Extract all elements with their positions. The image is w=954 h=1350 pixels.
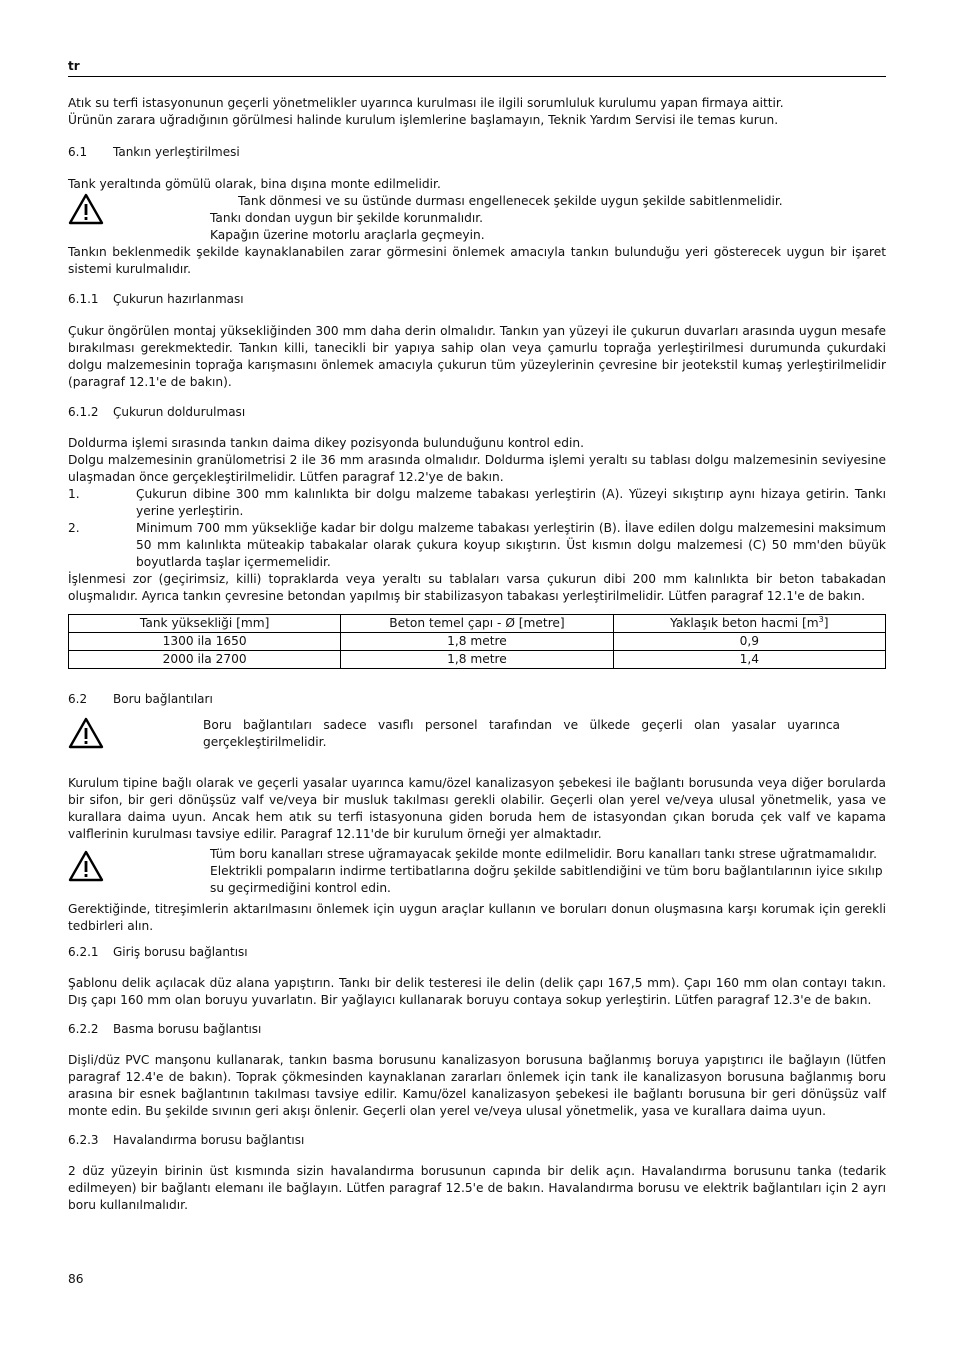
section-6-1-2-text-1: Doldurma işlemi sırasında tankın daima dikey pozisyonda bulunduğunu kontrol edin. xyxy=(68,436,584,450)
list-item: 2. Minimum 700 mm yüksekliğe kadar bir dolgu malzeme tabakası yerleştirin (B). İlave edilen dolgu malzemesini maksimum 50 mm kalınlıkta müteakip tabakalar olarak çukura koyup sıkıştırın. Üst kısmın dolgu malzemesi (C) 50 mm'den büyük boyutlarda taşlar içermemelidir. xyxy=(68,521,886,569)
warning-block-stress xyxy=(68,846,886,897)
warning-icon xyxy=(68,717,104,749)
section-heading-6-2: 6.2 Boru bağlantıları xyxy=(68,692,213,706)
table-header-cell: Tank yüksekliği [mm] xyxy=(69,615,341,633)
table-header-cell: Yaklaşık beton hacmi $[m^3]$ xyxy=(613,615,885,633)
concrete-table xyxy=(68,614,886,669)
list-item: 1. Çukurun dibine 300 mm kalınlıkta bir dolgu malzeme tabakası yerleştirin (A). Yüzeyi sıkıştırıp aynı hizaya getirin. Tankı yerine yerleştirin. xyxy=(68,487,886,518)
table-cell: 0,9 xyxy=(613,633,885,651)
intro-line-2: Ürünün zarara uğradığının görülmesi halinde kurulum işlemlerine başlamayın, Teknik Yardım Servisi ile temas kurun. xyxy=(68,113,779,127)
section-heading-6-2-1: 6.2.1 Giriş borusu bağlantısı xyxy=(68,945,248,959)
section-6-2-3-text: 2 düz yüzeyin birinin üst kısmında sizin havalandırma borusunun capında bir delik açın. Havalandırma borusunu tanka (tedarik edilmeyen) bir bağlantı elemanı ile bağlayın. Lütfen paragraf 12.5'e de bakın. Havalandırma borusu ve elektrik bağlantıları için 2 ayrı boru kullanılmalıdır. xyxy=(68,1164,886,1212)
table-header-cell: Beton temel çapı - Ø [metre] xyxy=(341,615,613,633)
section-heading-6-1-1: 6.1.1 Çukurun hazırlanması xyxy=(68,292,244,306)
warning-icon xyxy=(68,193,104,225)
warning-icon xyxy=(68,850,104,882)
table-row xyxy=(69,633,886,651)
warning-line: Boru bağlantıları sadece vasıflı personel tarafından ve ülkede geçerli olan yasalar uyarınca gerçekleştirilmelidir. xyxy=(203,718,840,749)
section-6-2-2-text: Dişli/düz PVC manşonu kullanarak, tankın basma borusunu kanalizasyon borusuna bağlanmış boruya yapıştırıcı ile bağlayın (lütfen paragraf 12.4'e de bakın). Toprak çökmesinden kaynaklanan zararları önlemek için tank ile kanalizasyon borusuna bağlanmış boru arasına bir esnek bağlantının takılması tavsiye edilir. Kamu/özel kanalizasyon şebekesi ile bağlantı borusuna bir geri dönüşsüz valf monte edin. Bu şekilde sıvının geri akışı önlenir. Geçerli olan yerel ve/veya ulusal yönetmelik, yasa ve kurallara daima uyun. xyxy=(68,1053,886,1118)
section-6-2-text-1: Kurulum tipine bağlı olarak ve geçerli yasalar uyarınca kamu/özel kanalizasyon şebekesi ile bağlantı borusunda veya diğer borularda bir sifon, bir geri dönüşsüz valf ve/veya bir musluk takılması gerekli olabilir. Geçerli olan yerel ve/veya ulusal yönetmelik, yasa ve kurallara daima uyun. Ancak hem atık su terfi istasyonuna giden boruda hem de istasyondan çıkan boruda çek valf ve kapama valflerinin kurulması tavsiye edilir. Paragraf 12.11'de bir kurulum örneği yer almaktadır. xyxy=(68,776,886,841)
section-heading-6-1-2: 6.1.2 Çukurun doldurulması xyxy=(68,405,246,419)
table-cell: 1300 ila 1650 xyxy=(69,633,341,651)
section-heading-6-2-2: 6.2.2 Basma borusu bağlantısı xyxy=(68,1022,262,1036)
section-6-1-text-1: Tank yeraltında gömülü olarak, bina dışına monte edilmelidir. xyxy=(68,177,441,191)
section-6-1-text-2: Tankın beklenmedik şekilde kaynaklanabilen zarar görmesini önlemek amacıyla tankın bulunduğu yeri gösterecek uygun bir işaret sistemi kurulmalıdır. xyxy=(68,245,886,276)
section-6-1-2-text-3: İşlenmesi zor (geçirimsiz, killi) topraklarda veya yeraltı su tablaları varsa çukurun dibi 200 mm kalınlıkta bir beton tabakadan oluşmalıdır. Ayrıca tankın çevresine betondan yapılmış bir stabilizasyon tabakası yerleştirilmelidir. Lütfen paragraf 12.1'e de bakın. xyxy=(68,572,886,603)
table-cell: 1,8 metre xyxy=(341,651,613,669)
warning-line: Tüm boru kanalları strese uğramayacak şekilde monte edilmelidir. Boru kanalları tankı strese uğratmamalıdır. xyxy=(210,847,877,861)
section-6-2-1-text: Şablonu delik açılacak düz alana yapıştırın. Tankı bir delik testeresi ile delin (delik çapı 167,5 mm). Çapı 160 mm olan contayı takın. Dış çapı 160 mm olan boruyu yuvarlatın. Bir yağlayıcı kullanarak boruyu contaya sokup yerleştirin. Lütfen paragraf 12.3'e de bakın. xyxy=(68,976,886,1007)
language-code: tr xyxy=(68,59,80,73)
numbered-list xyxy=(68,486,886,571)
warning-block-pipes xyxy=(68,717,886,751)
warning-line: Elektrikli pompaların indirme tertibatlarına doğru şekilde sabitlendiğini ve tüm boru bağlantılarının iyice sıkılıp su geçirmediğini kontrol edin. xyxy=(210,864,883,895)
table-cell: 2000 ila 2700 xyxy=(69,651,341,669)
section-6-1-2-text-2: Dolgu malzemesinin granülometrisi 2 ile 36 mm arasında olmalıdır. Doldurma işlemi yeraltı su tablası dolgu malzemesinin seviyesine ulaşmadan önce gerçekleştirilmelidir. Lütfen paragraf 12.2'ye de bakın. xyxy=(68,453,886,484)
section-heading-6-2-3: 6.2.3 Havalandırma borusu bağlantısı xyxy=(68,1133,305,1147)
warning-line: Tankı dondan uygun bir şekilde korunmalıdır. xyxy=(210,211,483,225)
warning-line: Tank dönmesi ve su üstünde durması engellenecek şekilde uygun şekilde sabitlenmelidir. xyxy=(238,194,783,208)
table-header-row xyxy=(69,615,886,633)
table-row xyxy=(69,651,886,669)
document-page xyxy=(68,58,886,1214)
warning-line: Kapağın üzerine motorlu araçlarla geçmeyin. xyxy=(210,228,485,242)
table-cell: 1,8 metre xyxy=(341,633,613,651)
warning-block-tank xyxy=(68,193,886,244)
intro-line-1: Atık su terfi istasyonunun geçerli yönetmelikler uyarınca kurulması ile ilgili sorumluluk kurulumu yapan firmaya aittir. xyxy=(68,96,784,110)
section-heading-6-1: 6.1 Tankın yerleştirilmesi xyxy=(68,145,240,159)
table-cell: 1,4 xyxy=(613,651,885,669)
section-6-2-text-2: Gerektiğinde, titreşimlerin aktarılmasını önlemek için uygun araçlar kullanın ve boruları donun oluşmasına karşı korumak için gerekli tedbirleri alın. xyxy=(68,902,886,933)
section-6-1-1-text: Çukur öngörülen montaj yüksekliğinden 300 mm daha derin olmalıdır. Tankın yan yüzeyi ile çukurun duvarları arasında uygun mesafe bırakılması gerekmektedir. Tankın killi, tanecikli bir yapıya sahip olan veya çamurlu toprağa yerleştirilmesi durumunda çukurdaki dolgu malzemesinin toprağa karışmasını önlemek amacıyla çukurun tüm yüzeylerinin çevresine bir jeotekstil kumaş yerleştirilmelidir (paragraf 12.1'e de bakın). xyxy=(68,324,886,389)
page-number: 86 xyxy=(68,1272,84,1286)
language-header xyxy=(68,58,886,77)
